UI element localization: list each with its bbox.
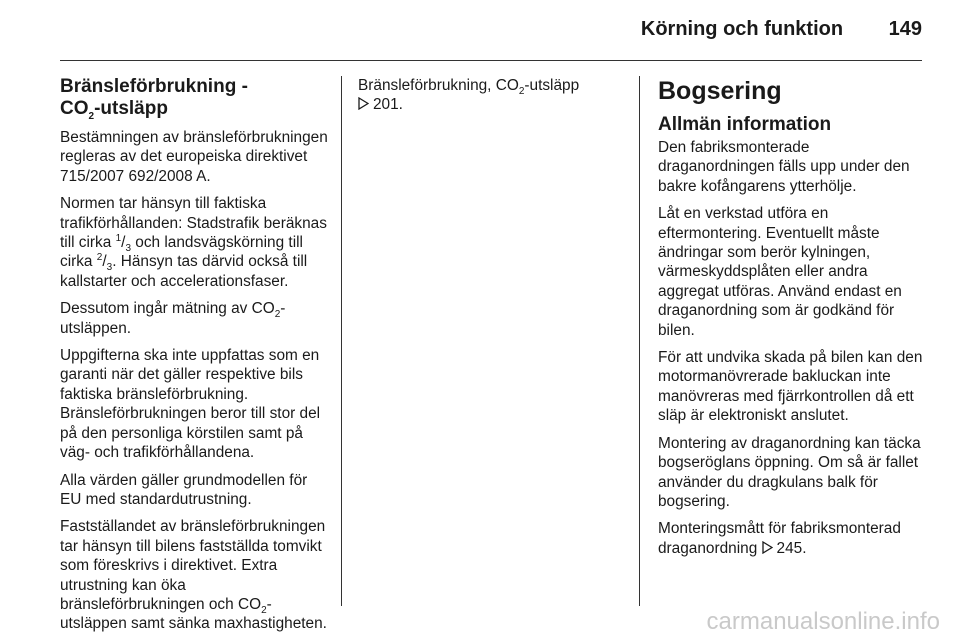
column-divider-2 [639,76,640,606]
page-reference[interactable]: 201. [373,96,403,114]
paragraph: Monteringsmått för fabriksmonterad draganordning 245. [658,520,901,557]
paragraph: Uppgifterna ska inte uppfattas som en garanti när det gäller respektive bils faktiska bränsleförbrukning. Bränsleförbrukningen beror till stor del på den personliga körstilen samt på väg- och trafikförhållandena. [60,347,321,462]
page-reference[interactable]: 245. [776,539,807,557]
page-reference-arrow-icon [762,539,774,558]
paragraph: Bestämningen av bränsleförbrukningen regleras av det europeiska direktivet 715/2007 692/2008 A. [60,129,328,185]
section-heading-fuel-consumption: Bränsleförbrukning - $CO_2$-utsläpp [60,76,248,122]
paragraph: Låt en verkstad utföra en eftermontering. Eventuellt måste ändringar som berör kylningen, värmeskyddsplåten eller andra aggregat utföras. Använd endast en draganordning som är godkänd för bilen. [658,205,902,339]
header-rule [60,60,922,61]
column-1 [60,76,328,642]
paragraph: Den fabriksmonterade draganordningen fälls upp under den bakre kofångarens ytterhölje. [658,139,910,195]
section-title-towing: Bogsering [658,77,782,105]
paragraph: Dessutom ingår mätning av $CO_2$-utsläppen. [60,300,286,337]
page-number: 149 [888,18,922,40]
column-2 [358,76,620,123]
paragraph: För att undvika skada på bilen kan den motormanövrerade bakluckan inte manövreras med fjärrkontrollen då ett släp är elektroniskt anslutet. [658,349,923,425]
subsection-title-general: Allmän information [658,114,832,135]
page-reference-arrow-icon [358,95,370,114]
paragraph: Montering av draganordning kan täcka bogseröglans öppning. Om så är fallet använder du dragkulans balk för bogsering. [658,434,921,510]
page-header [60,18,922,48]
chapter-title: Körning och funktion [640,18,844,40]
paragraph: Fastställandet av bränsleförbrukningen tar hänsyn till bilens fastställda tomvikt som föreskrivs i direktivet. Extra utrustning kan öka bränsleförbrukningen och $CO_2$-utsläppen samt sänka maxhastigheten. [60,518,327,633]
column-3 [658,76,924,566]
paragraph: Alla värden gäller grundmodellen för EU med standardutrustning. [60,471,308,508]
paragraph: Normen tar hänsyn till faktiska trafikförhållanden: Stadstrafik beräknas till cirka $^1/_3$ och landsvägskörning till cirka $^2/_3$. Hänsyn tas därvid också till kallstarter och accelerationsfaser. [60,195,327,290]
column-divider-1 [341,76,342,606]
watermark: carmanualsonline.info [706,608,940,635]
cross-reference: Bränsleförbrukning, $CO_2$-utsläpp 201. [358,77,580,114]
